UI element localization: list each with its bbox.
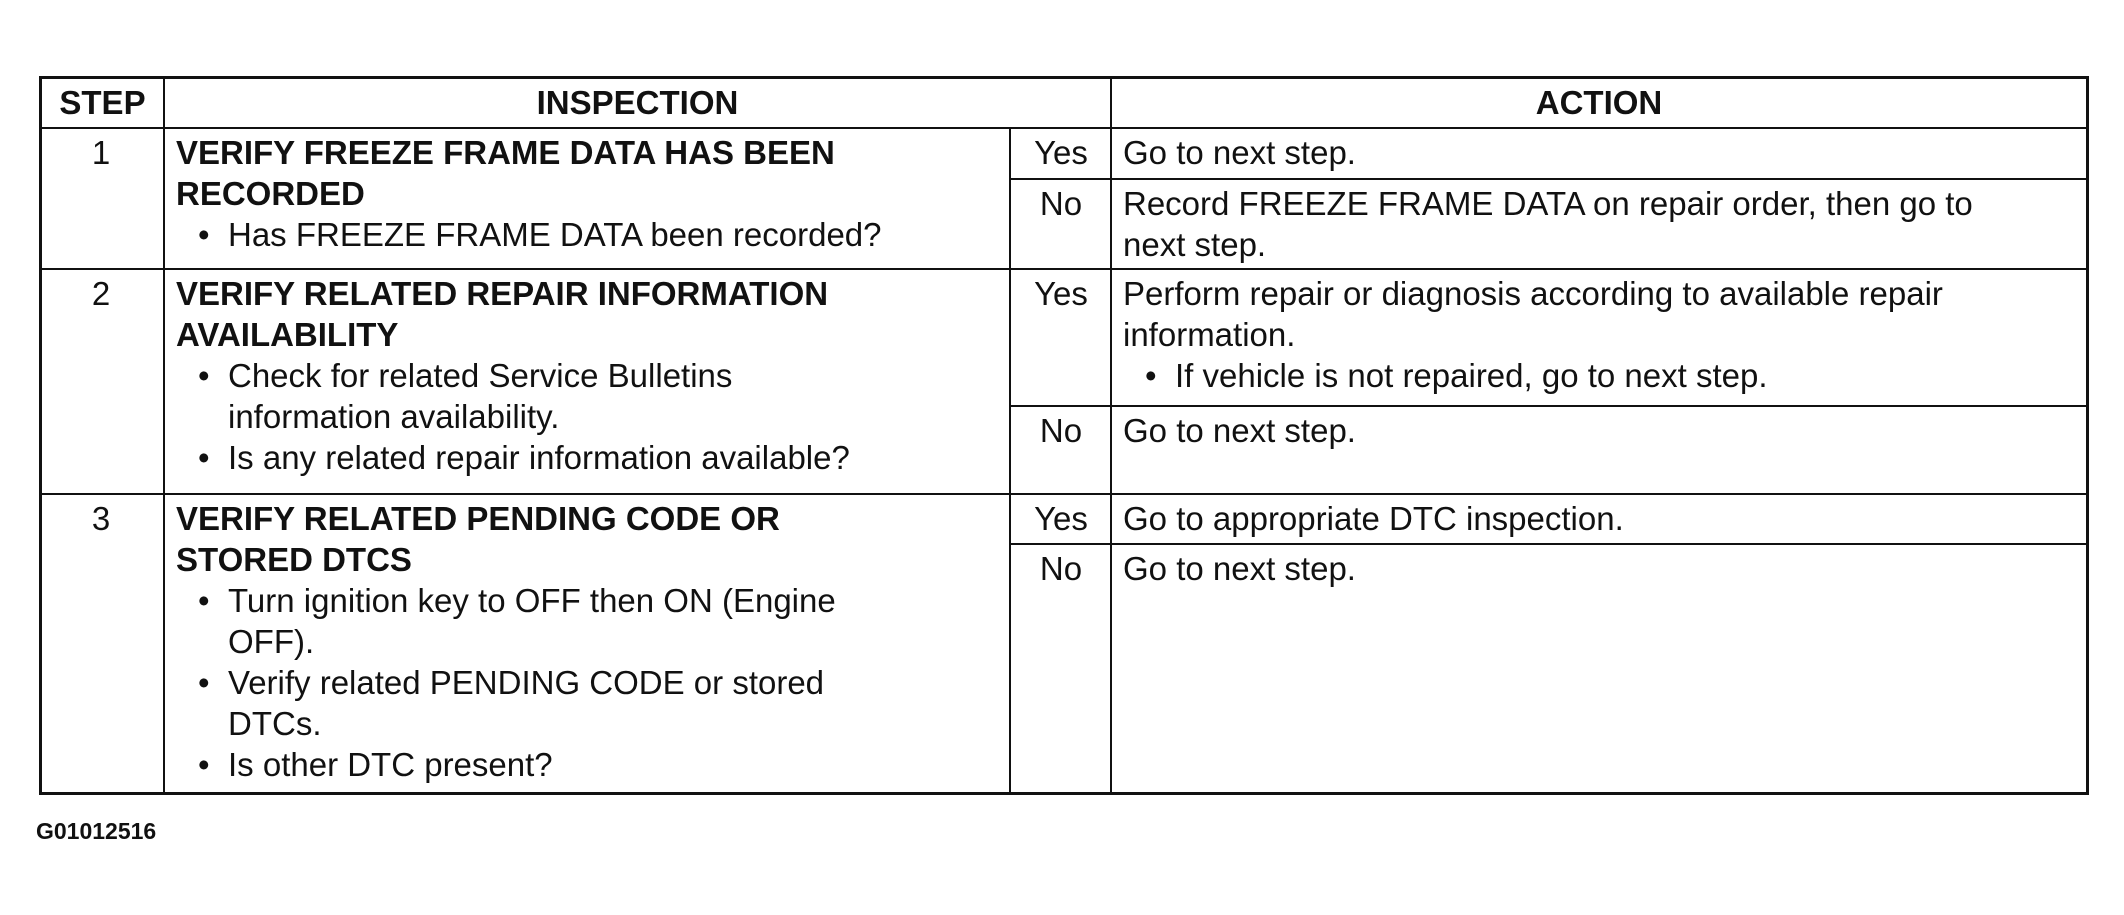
step-1-no-action-line-1: Record FREEZE FRAME DATA on repair order, then go to <box>1123 185 1973 222</box>
row1-yes-no-separator <box>1009 178 2086 180</box>
step-3-number: 3 <box>91 500 111 537</box>
step-2-yes-label: Yes <box>1034 275 1088 312</box>
step-1-title-line-1: VERIFY FREEZE FRAME DATA HAS BEEN <box>176 134 835 171</box>
action-header: ACTION <box>1535 84 1663 121</box>
step-3-yes-action: Go to appropriate DTC inspection. <box>1123 500 1624 537</box>
step-3-title-line-2: STORED DTCS <box>176 541 412 578</box>
step-3-bullet-2-line-2: DTCs. <box>228 705 322 742</box>
step-3-title-line-1: VERIFY RELATED PENDING CODE OR <box>176 500 780 537</box>
step-2-no-action: Go to next step. <box>1123 412 1356 449</box>
step-3-inspection <box>176 498 836 785</box>
step-3-bullet-1-line-1: • Turn ignition key to OFF then ON (Engine <box>228 582 836 619</box>
step-2-yes-action <box>1123 273 1943 396</box>
step-2-bullet-1-line-2: information availability. <box>228 398 560 435</box>
step-1-inspection <box>176 132 882 255</box>
inspection-header: INSPECTION <box>536 84 739 121</box>
step-2-bullet-1-line-1: • Check for related Service Bulletins <box>228 357 733 394</box>
step-1-yes-label: Yes <box>1034 134 1088 171</box>
step-3-bullet-1-line-2: OFF). <box>228 623 315 660</box>
step-column-divider <box>163 79 165 792</box>
step-1-no-action <box>1123 183 1973 265</box>
step-2-title-line-1: VERIFY RELATED REPAIR INFORMATION <box>176 275 829 312</box>
step-2-bullet-2: • Is any related repair information available? <box>176 437 850 478</box>
step-2-bullet-1 <box>176 355 850 437</box>
step-1-yes-action: Go to next step. <box>1123 134 1356 171</box>
figure-id: G01012516 <box>36 818 157 844</box>
step-2-yes-action-bullet: • If vehicle is not repaired, go to next step. <box>1123 355 1943 396</box>
step-3-no-action: Go to next step. <box>1123 550 1356 587</box>
row3-yes-no-separator <box>1009 543 2086 545</box>
step-2-no-label: No <box>1039 412 1083 449</box>
row2-yes-no-separator <box>1009 405 2086 407</box>
step-1-no-action-line-2: next step. <box>1123 226 1267 263</box>
step-1-bullet-1: • Has FREEZE FRAME DATA been recorded? <box>176 214 882 255</box>
step-3-bullet-2-line-1: • Verify related PENDING CODE or stored <box>228 664 825 701</box>
row2-separator <box>42 493 2086 495</box>
diagnostic-procedure-table <box>39 76 2089 795</box>
step-2-inspection <box>176 273 850 478</box>
step-2-yes-action-line-2: information. <box>1123 316 1296 353</box>
step-header: STEP <box>59 84 146 121</box>
step-1-number: 1 <box>91 134 111 171</box>
step-3-bullet-2 <box>176 662 836 744</box>
step-3-yes-label: Yes <box>1034 500 1088 537</box>
step-3-bullet-3: • Is other DTC present? <box>176 744 836 785</box>
step-2-yes-action-line-1: Perform repair or diagnosis according to available repair <box>1123 275 1943 312</box>
step-3-bullet-1 <box>176 580 836 662</box>
step-3-no-label: No <box>1039 550 1083 587</box>
step-2-title-line-2: AVAILABILITY <box>176 316 399 353</box>
header-separator <box>42 127 2086 129</box>
step-1-title-line-2: RECORDED <box>176 175 365 212</box>
step-2-number: 2 <box>91 275 111 312</box>
step-1-no-label: No <box>1039 185 1083 222</box>
answer-column-divider <box>1009 127 1011 792</box>
row1-separator <box>42 268 2086 270</box>
